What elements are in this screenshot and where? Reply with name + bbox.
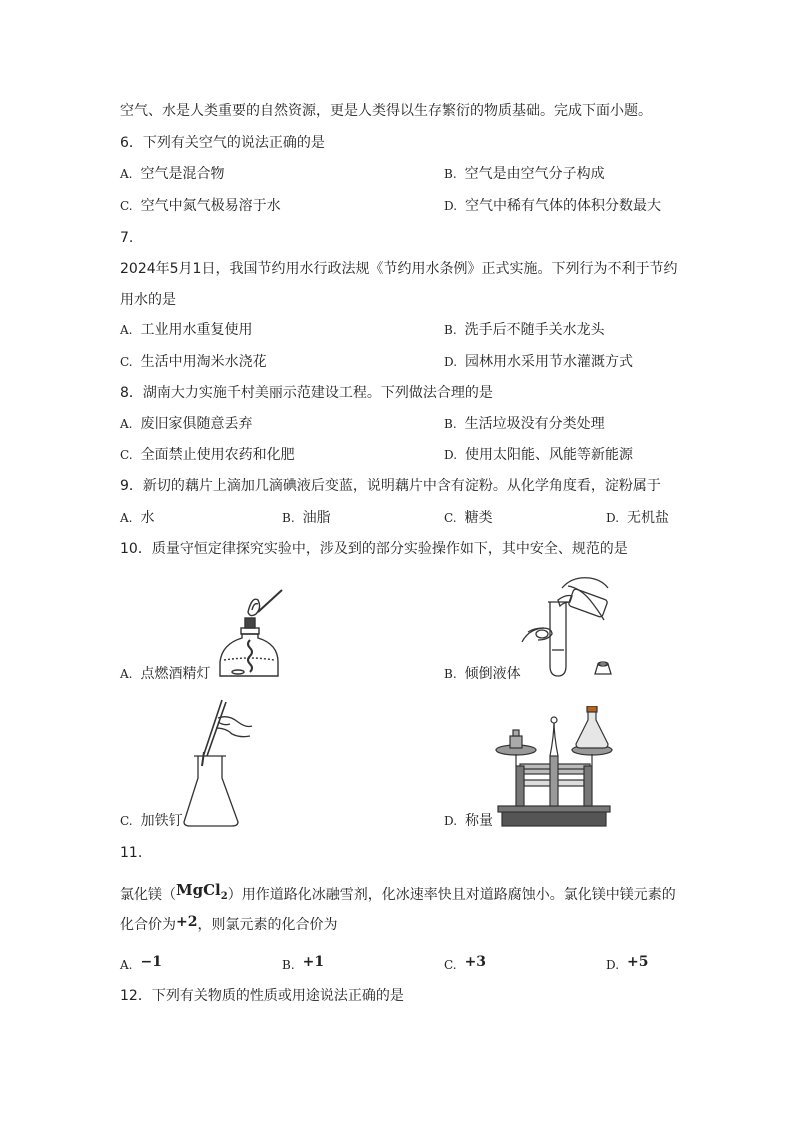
- option-text: 称量: [465, 813, 494, 829]
- q8-stem: 8．湖南大力实施千村美丽示范建设工程。下列做法合理的是: [120, 385, 493, 401]
- q6-stem: 6．下列有关空气的说法正确的是: [120, 135, 325, 151]
- option-letter: D.: [606, 958, 620, 972]
- option-text: 生活垃圾没有分类处理: [464, 416, 605, 432]
- option-value: +3: [464, 954, 487, 970]
- option-text: 使用太阳能、风能等新能源: [465, 447, 634, 463]
- option-letter: D.: [444, 355, 458, 369]
- option-letter: C.: [120, 355, 133, 369]
- option-letter: B.: [444, 323, 457, 337]
- option-letter: C.: [444, 511, 457, 525]
- balance-figure: [494, 706, 614, 830]
- option-letter: C.: [120, 448, 133, 462]
- q7-option-d[interactable]: [444, 352, 633, 372]
- option-letter: B.: [444, 417, 457, 431]
- q8-option-c[interactable]: [120, 445, 295, 465]
- q9-option-c[interactable]: [444, 508, 493, 528]
- q7-number: 7.: [120, 230, 134, 246]
- option-text: 空气中氮气极易溶于水: [140, 198, 281, 214]
- q10-option-d[interactable]: [444, 811, 493, 831]
- option-value: +1: [302, 954, 325, 970]
- q7-stem-line1: 2024年5月1日，我国节约用水行政法规《节约用水条例》正式实施。下列行为不利于节约: [120, 261, 678, 277]
- option-letter: B.: [444, 167, 457, 181]
- option-value: −1: [140, 954, 162, 970]
- q10-option-c[interactable]: [120, 811, 183, 831]
- q11-stem-line2: [120, 912, 337, 935]
- option-text: 倾倒液体: [464, 666, 521, 682]
- q7-option-c[interactable]: [120, 352, 267, 372]
- option-text: 点燃酒精灯: [140, 666, 211, 682]
- q8-option-d[interactable]: [444, 445, 633, 465]
- iron-nail-figure: [182, 694, 254, 830]
- option-text: 糖类: [464, 510, 493, 526]
- pouring-liquid-figure: [518, 572, 618, 682]
- formula-main: MgCl: [176, 881, 221, 899]
- q10-option-b[interactable]: [444, 664, 521, 684]
- q9-stem: 9．新切的藕片上滴加几滴碘液后变蓝，说明藕片中含有淀粉。从化学角度看，淀粉属于: [120, 478, 661, 494]
- option-letter: C.: [120, 814, 133, 828]
- option-letter: A.: [120, 323, 133, 337]
- q10-stem: 10．质量守恒定律探究实验中，涉及到的部分实验操作如下，其中安全、规范的是: [120, 541, 628, 557]
- option-letter: B.: [282, 958, 295, 972]
- option-text: 水: [140, 510, 155, 526]
- option-letter: D.: [444, 199, 458, 213]
- q9-option-d[interactable]: [606, 508, 669, 528]
- q7-option-b[interactable]: [444, 320, 605, 340]
- q11-text-b: ）用作道路化冰融雪剂，化冰速率快且对道路腐蚀小。氯化镁中镁元素的: [227, 887, 676, 903]
- formula-subscript: 2: [220, 891, 228, 902]
- option-text: 空气是混合物: [140, 166, 225, 182]
- option-text: 空气中稀有气体的体积分数最大: [465, 198, 662, 214]
- q8-option-b[interactable]: [444, 414, 605, 434]
- option-text: 全面禁止使用农药和化肥: [140, 447, 295, 463]
- option-letter: A.: [120, 667, 133, 681]
- q9-option-b[interactable]: [282, 508, 331, 528]
- alcohol-lamp-figure: [210, 588, 290, 682]
- option-text: 工业用水重复使用: [140, 322, 253, 338]
- q11-text-c: 化合价为: [120, 917, 176, 933]
- q11-number: 11.: [120, 845, 143, 861]
- option-text: 洗手后不随手关水龙头: [464, 322, 605, 338]
- option-letter: B.: [282, 511, 295, 525]
- valence-value: +2: [176, 914, 198, 930]
- option-letter: C.: [120, 199, 133, 213]
- option-letter: D.: [444, 448, 458, 462]
- option-text: 空气是由空气分子构成: [464, 166, 605, 182]
- option-value: +5: [627, 954, 649, 970]
- option-letter: B.: [444, 667, 457, 681]
- q11-option-b[interactable]: [282, 952, 324, 975]
- intro-text: 空气、水是人类重要的自然资源，更是人类得以生存繁衍的物质基础。完成下面小题。: [120, 103, 652, 119]
- option-text: 油脂: [302, 510, 331, 526]
- q11-option-a[interactable]: [120, 952, 162, 975]
- q8-option-a[interactable]: [120, 414, 252, 434]
- option-text: 废旧家俱随意丢弃: [140, 416, 253, 432]
- option-text: 无机盐: [627, 510, 670, 526]
- option-letter: C.: [444, 958, 457, 972]
- q6-option-a[interactable]: [120, 164, 224, 184]
- q10-option-a[interactable]: [120, 664, 210, 684]
- q11-text-d: ，则氯元素的化合价为: [197, 917, 338, 933]
- option-letter: A.: [120, 167, 133, 181]
- q6-option-c[interactable]: [120, 196, 281, 216]
- q11-stem-line1: [120, 880, 676, 907]
- q7-stem-line2: 用水的是: [120, 292, 176, 308]
- q12-stem: 12．下列有关物质的性质或用途说法正确的是: [120, 988, 404, 1004]
- q11-option-c[interactable]: [444, 952, 486, 975]
- q6-option-b[interactable]: [444, 164, 605, 184]
- option-text: 加铁钉: [140, 813, 183, 829]
- option-letter: D.: [444, 814, 458, 828]
- mgcl2-formula: [176, 881, 228, 902]
- option-text: 园林用水采用节水灌溉方式: [465, 354, 634, 370]
- option-text: 生活中用淘米水浇花: [140, 354, 267, 370]
- q9-option-a[interactable]: [120, 508, 154, 528]
- option-letter: A.: [120, 511, 133, 525]
- q7-option-a[interactable]: [120, 320, 252, 340]
- q11-text-a: 氯化镁（: [120, 887, 176, 903]
- q6-option-d[interactable]: [444, 196, 661, 216]
- option-letter: A.: [120, 417, 133, 431]
- option-letter: A.: [120, 958, 133, 972]
- q11-option-d[interactable]: [606, 952, 649, 975]
- option-letter: D.: [606, 511, 620, 525]
